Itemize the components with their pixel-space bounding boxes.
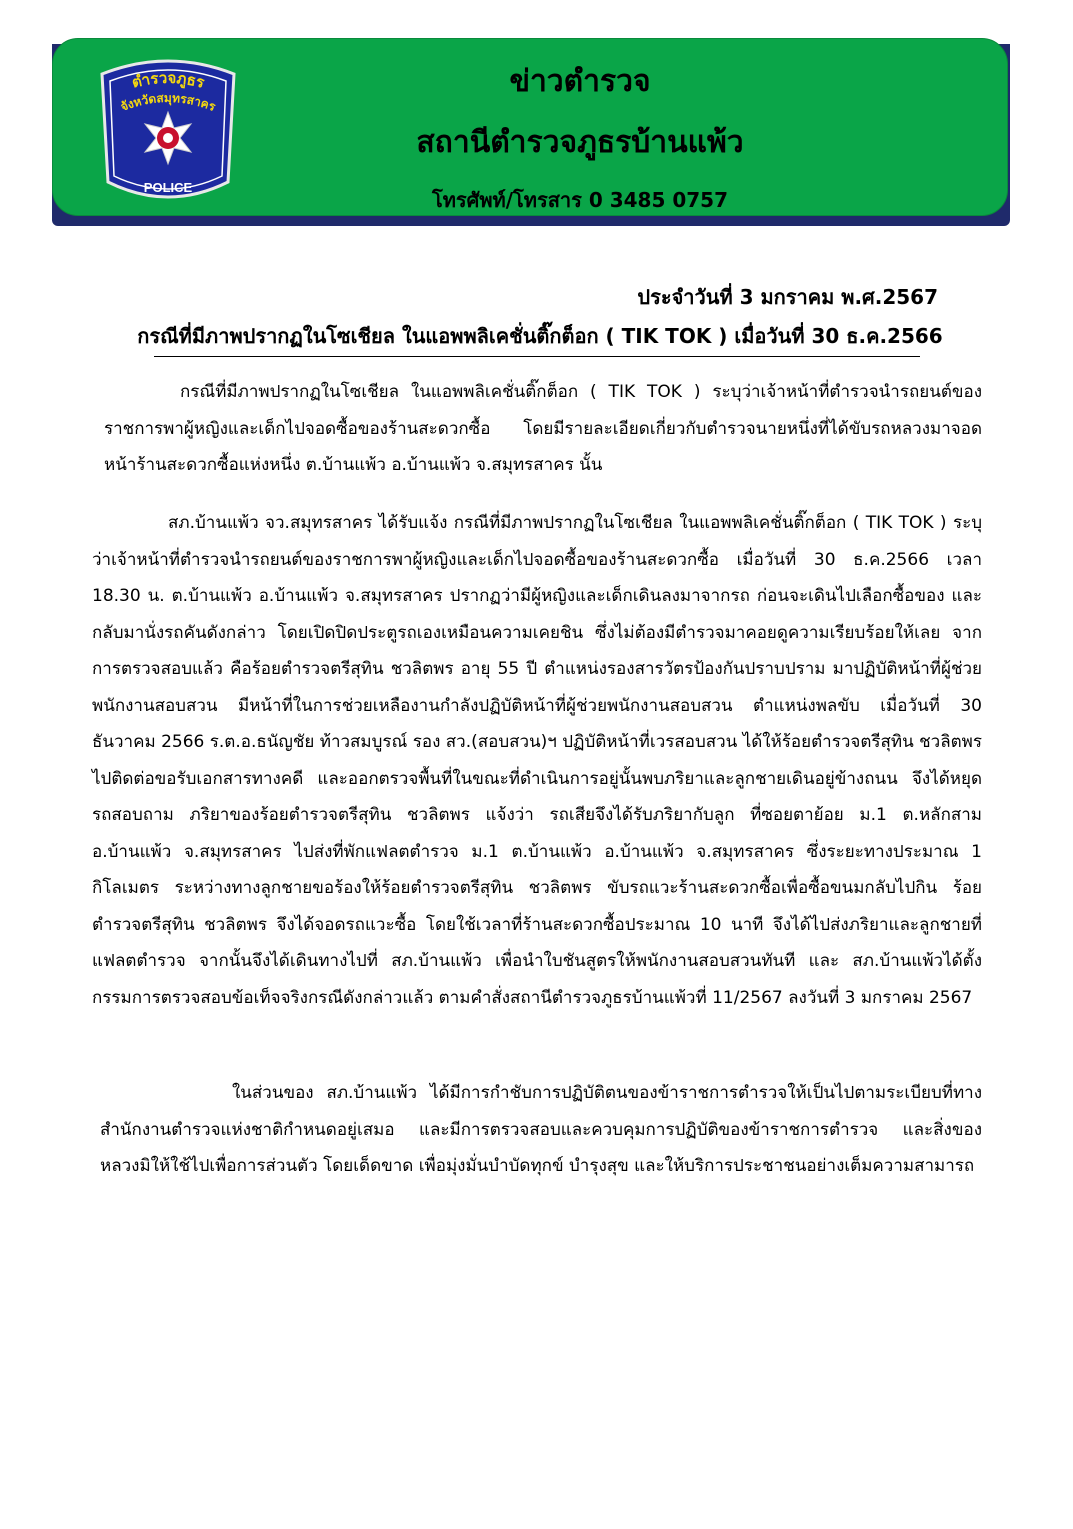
header-text-block bbox=[300, 52, 860, 216]
heading-underline bbox=[154, 356, 920, 357]
phone-fax: โทรศัพท์/โทรสาร 0 3485 0757 bbox=[431, 188, 728, 212]
police-badge-logo bbox=[88, 54, 248, 206]
news-title: ข่าวตำรวจ bbox=[509, 64, 651, 99]
body-paragraph-1: กรณีที่มีภาพปรากฏในโซเชียล ในแอพพลิเคชั่นติ๊กต็อก ( TIK TOK ) ระบุว่าเจ้าหน้าที่ตำรวจนำรถยนต์ของราชการพาผู้หญิงและเด็กไปจอดซื้อของร้านสะดวกซื้อ โดยมีรายละเอียดเกี่ยวกับตำรวจนายหนึ่งที่ได้ขับรถหลวงมาจอดหน้าร้านสะดวกซื้อแห่งหนึ่ง ต.บ้านแพ้ว อ.บ้านแพ้ว จ.สมุทรสาคร นั้น bbox=[104, 382, 982, 475]
subject-heading: กรณีที่มีภาพปรากฏในโซเชียล ในแอพพลิเคชั่นติ๊กต็อก ( TIK TOK ) เมื่อวันที่ 30 ธ.ค.2566 bbox=[137, 324, 943, 348]
badge-sub-text: จังหวัดสมุทรสาคร bbox=[118, 90, 218, 114]
badge-police-label: POLICE bbox=[143, 180, 193, 195]
body-paragraph-3: ในส่วนของ สภ.บ้านแพ้ว ได้มีการกำชับการปฏิบัติตนของข้าราชการตำรวจให้เป็นไปตามระเบียบที่ทางสำนักงานตำรวจแห่งชาติกำหนดอยู่เสมอ และมีการตรวจสอบและควบคุมการปฏิบัติของข้าราชการตำรวจ และสิ่งของหลวงมิให้ใช้ไปเพื่อการส่วนตัว โดยเด็ดขาด เพื่อมุ่งมั่นบำบัดทุกข์ บำรุงสุข และให้บริการประชาชนอย่างเต็มความสามารถ bbox=[100, 1083, 982, 1176]
body-paragraph-2: สภ.บ้านแพ้ว จว.สมุทรสาคร ได้รับแจ้ง กรณีที่มีภาพปรากฏในโซเชียล ในแอพพลิเคชั่นติ๊กต็อก ( TIK TOK ) ระบุว่าเจ้าหน้าที่ตำรวจนำรถยนต์ของราชการพาผู้หญิงและเด็กไปจอดซื้อของร้านสะดวกซื้อ เมื่อวันที่ 30 ธ.ค.2566 เวลา 18.30 น. ต.บ้านแพ้ว อ.บ้านแพ้ว จ.สมุทรสาคร ปรากฏว่ามีผู้หญิงและเด็กเดินลงมาจากรถ ก่อนจะเดินไปเลือกซื้อของ และกลับมานั่งรถคันดังกล่าว โดยเปิดปิดประตูรถเองเหมือนความเคยชิน ซึ่งไม่ต้องมีตำรวจมาคอยดูความเรียบร้อยให้เลย จากการตรวจสอบแล้ว คือร้อยตำรวจตรีสุทิน ชวลิตพร อายุ 55 ปี ตำแหน่งรองสารวัตรป้องกันปราบปราม มาปฏิบัติหน้าที่ผู้ช่วยพนักงานสอบสวน มีหน้าที่ในการช่วยเหลืองานกำลังปฏิบัติหน้าที่ผู้ช่วยพนักงานสอบสวน ตำแหน่งพลขับ เมื่อวันที่ 30 ธันวาคม 2566 ร.ต.อ.ธนัญชัย ท้าวสมบูรณ์ รอง สว.(สอบสวน)ฯ ปฏิบัติหน้าที่เวรสอบสวน ได้ให้ร้อยตำรวจตรีสุทิน ชวลิตพร ไปติดต่อขอรับเอกสารทางคดี และออกตรวจพื้นที่ในขณะที่ดำเนินการอยู่นั้นพบภริยาและลูกชายเดินอยู่ข้างถนน จึงได้หยุดรถสอบถาม ภริยาของร้อยตำรวจตรีสุทิน ชวลิตพร แจ้งว่า รถเสียจึงได้รับภริยากับลูก ที่ซอยตาย้อย ม.1 ต.หลักสาม อ.บ้านแพ้ว จ.สมุทรสาคร ไปส่งที่พักแฟลตตำรวจ ม.1 ต.บ้านแพ้ว อ.บ้านแพ้ว จ.สมุทรสาคร ซึ่งระยะทางประมาณ 1 กิโลเมตร ระหว่างทางลูกชายขอร้องให้ร้อยตำรวจตรีสุทิน ชวลิตพร ขับรถแวะร้านสะดวกซื้อเพื่อซื้อขนมกลับไปกิน ร้อยตำรวจตรีสุทิน ชวลิตพร จึงได้จอดรถแวะซื้อ โดยใช้เวลาที่ร้านสะดวกซื้อประมาณ 10 นาที จึงได้ไปส่งภริยาและลูกชายที่แฟลตตำรวจ จากนั้นจึงได้เดินทางไปที่ สภ.บ้านแพ้ว เพื่อนำใบชันสูตรให้พนักงานสอบสวนทันที และ สภ.บ้านแพ้วได้ตั้งกรรมการตรวจสอบข้อเท็จจริงกรณีดังกล่าวแล้ว ตามคำสั่งสถานีตำรวจภูธรบ้านแพ้วที่ 11/2567 ลงวันที่ 3 มกราคม 2567 bbox=[92, 513, 982, 1008]
badge-top-text: ตำรวจภูธร bbox=[130, 68, 207, 92]
date-line: ประจำวันที่ 3 มกราคม พ.ศ.2567 bbox=[637, 285, 938, 309]
station-name: สถานีตำรวจภูธรบ้านแพ้ว bbox=[416, 125, 744, 160]
